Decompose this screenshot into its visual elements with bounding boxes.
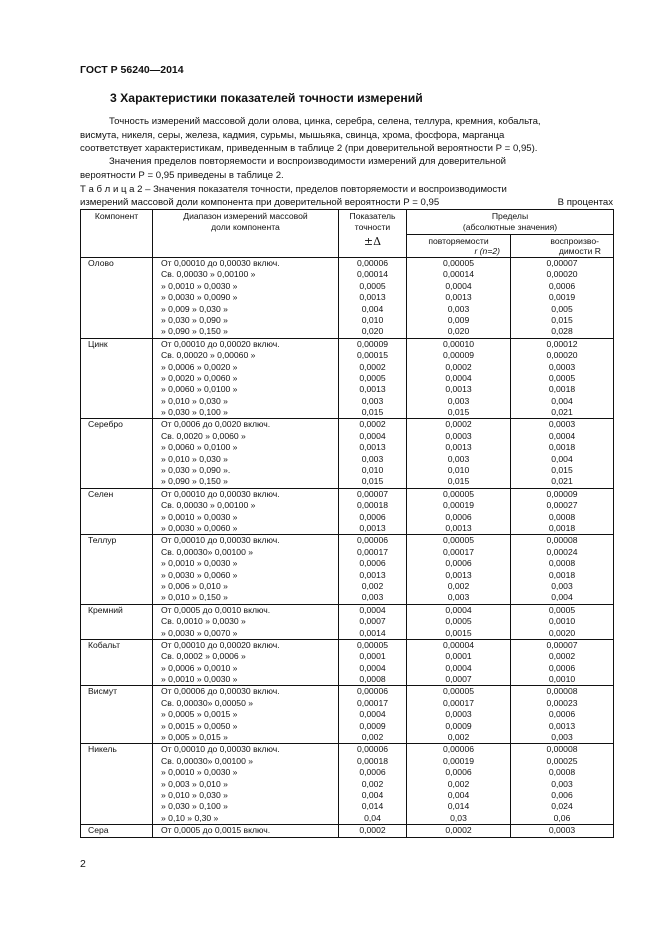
reproducibility-cell-value: 0,021 (551, 476, 573, 487)
repeatability-cell-value: 0,010 (447, 465, 470, 476)
repeatability-cell-value: 0,00006 (442, 744, 475, 755)
accuracy-cell (339, 604, 407, 639)
reproducibility-cell (511, 686, 614, 744)
repeatability-cell-value: 0,0013 (445, 442, 472, 453)
reproducibility-cell (511, 604, 614, 639)
accuracy-cell-value: 0,003 (361, 395, 384, 406)
accuracy-cell-value: 0,002 (361, 580, 384, 591)
accuracy-cell-value: 0,0002 (359, 361, 386, 372)
header-limits (407, 210, 614, 235)
reproducibility-cell-value: 0,003 (551, 732, 573, 743)
accuracy-cell (339, 419, 407, 488)
accuracy-cell-value: 0,0013 (359, 569, 386, 580)
repeatability-cell-value: 0,0009 (445, 720, 472, 731)
accuracy-cell-value: 0,0014 (359, 627, 386, 638)
reproducibility-cell-value: 0,0003 (548, 419, 576, 430)
reproducibility-cell-value: 0,021 (551, 407, 573, 418)
range-cell-value: От 0,00010 до 0,00030 включ. (161, 258, 280, 268)
accuracy-cell-value: 0,0002 (359, 419, 386, 430)
range-cell-value: От 0,0005 до 0,0015 включ. (161, 825, 271, 836)
accuracy-cell-value: 0,004 (361, 789, 384, 800)
range-cell-value: От 0,00010 до 0,00020 включ. (161, 338, 280, 349)
accuracy-cell-value: 0,00018 (356, 755, 389, 766)
header-reproducibility (511, 235, 614, 258)
accuracy-cell (339, 258, 407, 339)
repeatability-cell-value: 0,0002 (445, 361, 472, 372)
component-name: Кобальт (81, 639, 153, 686)
repeatability-cell-value: 0,0006 (445, 511, 472, 522)
accuracy-cell-value: 0,0005 (359, 372, 386, 383)
accuracy-cell-value: 0,0006 (359, 558, 386, 569)
repeatability-cell-value: 0,0004 (445, 604, 472, 615)
range-cell-value: » 0,0030 » 0,0070 » (161, 627, 238, 638)
reproducibility-cell-value: 0,00027 (546, 500, 578, 511)
repeatability-cell-value: 0,0002 (445, 419, 472, 430)
accuracy-cell-value: 0,015 (361, 407, 384, 418)
range-cell-value: » 0,090 » 0,150 » (161, 326, 228, 337)
table-row (81, 744, 614, 825)
reproducibility-cell-value: 0,0005 (548, 372, 576, 383)
repeatability-cell-value: 0,00019 (442, 755, 475, 766)
repeatability-cell-value: 0,00010 (442, 338, 475, 349)
range-cell-value: От 0,0006 до 0,0020 включ. (161, 419, 271, 430)
range-cell-value: Св. 0,00030 » 0,00100 » (161, 500, 256, 511)
header-repeat-l1: повторяемости (428, 236, 489, 246)
accuracy-cell-value: 0,0006 (359, 767, 386, 778)
accuracy-cell-value: 0,00014 (356, 269, 389, 280)
paragraph-limits (80, 155, 613, 182)
reproducibility-cell-value: 0,00020 (546, 350, 578, 361)
reproducibility-cell-value: 0,004 (551, 395, 573, 406)
accuracy-cell-value: 0,0009 (359, 720, 386, 731)
header-accuracy-l2: точности (354, 222, 391, 232)
repeatability-cell-value: 0,00005 (442, 488, 475, 499)
range-cell-value: » 0,0030 » 0,0060 » (161, 569, 238, 580)
repeatability-cell-value: 0,0006 (445, 558, 472, 569)
component-name: Никель (81, 744, 153, 825)
header-component: Компонент (81, 210, 153, 258)
repeatability-cell (407, 535, 511, 604)
accuracy-cell-value: 0,0002 (359, 825, 386, 836)
repeatability-cell-value: 0,0005 (445, 616, 472, 627)
accuracy-cell-value: 0,0007 (359, 616, 386, 627)
range-cell-value: » 0,030 » 0,100 » (161, 407, 228, 418)
reproducibility-cell-value: 0,0008 (548, 558, 576, 569)
accuracy-cell-value: 0,00015 (356, 350, 389, 361)
range-cell-value: От 0,00010 до 0,00030 включ. (161, 535, 280, 546)
paragraph-line: Точность измерений массовой доли олова, цинка, серебра, селена, теллура, кремния, кобальта, (109, 116, 541, 127)
accuracy-cell-value: 0,00017 (356, 697, 389, 708)
range-cell-value: » 0,090 » 0,150 » (161, 476, 228, 487)
range-cell-value: От 0,00010 до 0,00030 включ. (161, 744, 280, 755)
range-cell (153, 535, 339, 604)
reproducibility-cell (511, 744, 614, 825)
reproducibility-cell-value: 0,00025 (546, 755, 578, 766)
repeatability-cell-value: 0,00014 (442, 269, 475, 280)
table-row (81, 535, 614, 604)
header-accuracy-symbol: ±Δ (363, 235, 382, 248)
repeatability-cell-value: 0,002 (447, 580, 470, 591)
range-cell-value: » 0,0010 » 0,0030 » (161, 280, 238, 291)
repeatability-cell-value: 0,0007 (445, 674, 472, 685)
table-caption-line2 (80, 196, 613, 209)
accuracy-cell-value: 0,0013 (359, 522, 386, 533)
repeatability-cell-value: 0,0003 (445, 430, 472, 441)
reproducibility-cell-value: 0,0018 (548, 569, 576, 580)
reproducibility-cell-value: 0,015 (551, 314, 573, 325)
range-cell-value: От 0,00006 до 0,00030 включ. (161, 686, 280, 697)
accuracy-cell-value: 0,010 (361, 314, 384, 325)
range-cell-value: От 0,00010 до 0,00020 включ. (161, 639, 280, 650)
repeatability-cell-value: 0,003 (447, 453, 470, 464)
table-row (81, 258, 614, 339)
reproducibility-cell-value: 0,00012 (546, 338, 578, 349)
range-cell-value: » 0,010 » 0,030 » (161, 789, 228, 800)
reproducibility-cell-value: 0,0018 (548, 522, 576, 533)
repeatability-cell-value: 0,0004 (445, 372, 472, 383)
range-cell (153, 744, 339, 825)
header-range: Диапазон измерений массовой доли компонента (153, 210, 339, 258)
repeatability-cell-value: 0,020 (447, 326, 470, 337)
repeatability-cell-value: 0,015 (447, 407, 470, 418)
repeatability-cell-value: 0,00004 (442, 639, 475, 650)
reproducibility-cell-value: 0,00020 (546, 269, 578, 280)
repeatability-cell-value: 0,0015 (445, 627, 472, 638)
reproducibility-cell-value: 0,0010 (548, 674, 576, 685)
range-cell-value: Св. 0,00030» 0,00050 » (161, 697, 254, 708)
reproducibility-cell-value: 0,00024 (546, 546, 578, 557)
range-cell-value: От 0,00010 до 0,00030 включ. (161, 488, 280, 499)
range-cell-value: » 0,010 » 0,150 » (161, 592, 228, 603)
accuracy-cell (339, 686, 407, 744)
repeatability-cell (407, 338, 511, 419)
repeatability-cell-value: 0,003 (447, 303, 470, 314)
table-row (81, 825, 614, 837)
accuracy-cell-value: 0,002 (361, 732, 384, 743)
repeatability-cell-value: 0,0003 (445, 709, 472, 720)
table-row (81, 419, 614, 488)
repeatability-cell-value: 0,002 (447, 732, 470, 743)
component-name: Теллур (81, 535, 153, 604)
range-cell-value: » 0,0006 » 0,0010 » (161, 662, 238, 673)
table-row (81, 639, 614, 686)
reproducibility-cell-value: 0,00009 (546, 488, 578, 499)
repeatability-cell-value: 0,00017 (442, 546, 475, 557)
reproducibility-cell-value: 0,00007 (546, 639, 578, 650)
range-cell-value: » 0,030 » 0,090 ». (161, 465, 231, 476)
paragraph-line: соответствует характеристикам, приведенным в таблице 2 (при доверительной вероятности Р = 0,95). (80, 143, 538, 154)
repeatability-cell-value: 0,00005 (442, 258, 475, 268)
component-name: Висмут (81, 686, 153, 744)
reproducibility-cell (511, 488, 614, 535)
range-cell-value: » 0,0006 » 0,0020 » (161, 361, 238, 372)
reproducibility-cell-value: 0,004 (551, 453, 573, 464)
table-units: В процентах (557, 197, 613, 208)
accuracy-cell-value: 0,0004 (359, 709, 386, 720)
reproducibility-cell-value: 0,0003 (548, 361, 576, 372)
repeatability-cell-value: 0,00009 (442, 350, 475, 361)
accuracy-cell-value: 0,003 (361, 592, 384, 603)
range-cell-value: Св. 0,0010 » 0,0030 » (161, 616, 246, 627)
range-cell (153, 338, 339, 419)
accuracy-cell-value: 0,00009 (356, 338, 389, 349)
table-caption-line: Т а б л и ц а 2 – Значения показателя точности, пределов повторяемости и воспроизводимости (80, 184, 507, 195)
accuracy-cell-value: 0,002 (361, 778, 384, 789)
accuracy-cell-value: 0,00007 (356, 488, 389, 499)
page-number: 2 (80, 858, 86, 870)
range-cell-value: » 0,010 » 0,030 » (161, 395, 228, 406)
accuracy-cell-value: 0,0004 (359, 662, 386, 673)
component-name: Олово (81, 258, 153, 339)
header-accuracy (339, 210, 407, 258)
repeatability-cell-value: 0,0004 (445, 662, 472, 673)
range-cell-value: » 0,003 » 0,010 » (161, 778, 228, 789)
range-cell-value: Св. 0,00030 » 0,00100 » (161, 269, 256, 280)
reproducibility-cell-value: 0,00008 (546, 535, 578, 546)
reproducibility-cell-value: 0,015 (551, 465, 573, 476)
reproducibility-cell-value: 0,0018 (548, 442, 576, 453)
range-cell-value: » 0,0010 » 0,0030 » (161, 558, 238, 569)
repeatability-cell-value: 0,03 (450, 812, 467, 823)
repeatability-cell-value: 0,0001 (445, 651, 472, 662)
header-repro-l1: воспроизво- (550, 236, 599, 246)
component-name: Кремний (81, 604, 153, 639)
reproducibility-cell (511, 419, 614, 488)
reproducibility-cell-value: 0,0006 (548, 280, 576, 291)
table-caption-text: измерений массовой доли компонента при доверительной вероятности Р = 0,95 (80, 197, 440, 208)
range-cell-value: » 0,030 » 0,100 » (161, 801, 228, 812)
repeatability-cell-value: 0,0013 (445, 384, 472, 395)
repeatability-cell (407, 419, 511, 488)
accuracy-cell-value: 0,0001 (359, 651, 386, 662)
repeatability-cell-value: 0,003 (447, 592, 470, 603)
repeatability-cell-value: 0,00005 (442, 535, 475, 546)
accuracy-cell (339, 825, 407, 837)
repeatability-cell-value: 0,004 (447, 789, 470, 800)
range-cell-value: Св. 0,00030» 0,00100 » (161, 546, 254, 557)
accuracy-cell-value: 0,00005 (356, 639, 389, 650)
accuracy-cell-value: 0,003 (361, 453, 384, 464)
section-title: 3 Характеристики показателей точности измерений (110, 91, 423, 105)
table-row (81, 686, 614, 744)
table-row (81, 604, 614, 639)
header-limits-l2: (абсолютные значения) (462, 222, 558, 232)
reproducibility-cell-value: 0,0005 (548, 604, 576, 615)
range-cell-value: » 0,0030 » 0,0060 » (161, 522, 238, 533)
repeatability-cell-value: 0,00005 (442, 686, 475, 697)
accuracy-cell-value: 0,0004 (359, 604, 386, 615)
repeatability-cell-value: 0,0006 (445, 767, 472, 778)
range-cell (153, 258, 339, 339)
document-header: ГОСТ Р 56240—2014 (80, 64, 184, 76)
range-cell-value: » 0,0010 » 0,0030 » (161, 674, 238, 685)
range-cell-value: » 0,10 » 0,30 » (161, 812, 219, 823)
range-cell-value: » 0,006 » 0,010 » (161, 580, 228, 591)
accuracy-cell-value: 0,0013 (359, 384, 386, 395)
accuracy-cell-value: 0,00017 (356, 546, 389, 557)
accuracy-cell-value: 0,00006 (356, 686, 389, 697)
reproducibility-cell (511, 258, 614, 339)
reproducibility-cell-value: 0,00008 (546, 686, 578, 697)
accuracy-table (80, 209, 614, 838)
reproducibility-cell-value: 0,0020 (548, 627, 576, 638)
reproducibility-cell-value: 0,0010 (548, 616, 576, 627)
accuracy-cell-value: 0,0013 (359, 292, 386, 303)
range-cell-value: Св. 0,00030» 0,00100 » (161, 755, 254, 766)
component-name: Серебро (81, 419, 153, 488)
range-cell-value: » 0,0005 » 0,0015 » (161, 709, 238, 720)
range-cell (153, 825, 339, 837)
repeatability-cell-value: 0,0004 (445, 280, 472, 291)
reproducibility-cell-value: 0,00008 (546, 744, 578, 755)
paragraph-accuracy (80, 115, 613, 156)
reproducibility-cell-value: 0,0006 (548, 709, 576, 720)
repeatability-cell-value: 0,0013 (445, 569, 472, 580)
reproducibility-cell-value: 0,024 (551, 801, 573, 812)
repeatability-cell (407, 488, 511, 535)
header-repeatability (407, 235, 511, 258)
accuracy-cell-value: 0,0005 (359, 280, 386, 291)
range-cell-value: Св. 0,0002 » 0,0006 » (161, 651, 246, 662)
accuracy-cell-value: 0,0008 (359, 674, 386, 685)
range-cell-value: » 0,0030 » 0,0090 » (161, 292, 238, 303)
reproducibility-cell-value: 0,003 (551, 778, 573, 789)
range-cell-value: Св. 0,00020 » 0,00060 » (161, 350, 256, 361)
reproducibility-cell-value: 0,028 (551, 326, 573, 337)
reproducibility-cell (511, 825, 614, 837)
range-cell (153, 686, 339, 744)
repeatability-cell (407, 639, 511, 686)
table-row (81, 488, 614, 535)
reproducibility-cell (511, 535, 614, 604)
repeatability-cell (407, 686, 511, 744)
reproducibility-cell-value: 0,0003 (548, 825, 576, 836)
reproducibility-cell-value: 0,0019 (548, 292, 576, 303)
range-cell-value: » 0,0020 » 0,0060 » (161, 372, 238, 383)
range-cell-value: » 0,009 » 0,030 » (161, 303, 228, 314)
component-name: Цинк (81, 338, 153, 419)
repeatability-cell-value: 0,00019 (442, 500, 475, 511)
accuracy-cell-value: 0,0013 (359, 442, 386, 453)
range-cell-value: От 0,0005 до 0,0010 включ. (161, 604, 271, 615)
component-name: Селен (81, 488, 153, 535)
accuracy-cell-value: 0,014 (361, 801, 384, 812)
repeatability-cell (407, 744, 511, 825)
component-name: Сера (81, 825, 153, 837)
repeatability-cell-value: 0,015 (447, 476, 470, 487)
repeatability-cell-value: 0,00017 (442, 697, 475, 708)
reproducibility-cell-value: 0,003 (551, 580, 573, 591)
repeatability-cell (407, 258, 511, 339)
repeatability-cell (407, 825, 511, 837)
repeatability-cell-value: 0,0002 (445, 825, 472, 836)
header-repeat-l2: r (n=2) (474, 246, 500, 256)
reproducibility-cell (511, 338, 614, 419)
accuracy-cell (339, 744, 407, 825)
reproducibility-cell-value: 0,0006 (548, 662, 576, 673)
reproducibility-cell-value: 0,0002 (548, 651, 576, 662)
accuracy-cell (339, 639, 407, 686)
repeatability-cell-value: 0,009 (447, 314, 470, 325)
accuracy-cell (339, 338, 407, 419)
reproducibility-cell-value: 0,06 (553, 812, 571, 823)
reproducibility-cell-value: 0,0008 (548, 511, 576, 522)
reproducibility-cell-value: 0,00023 (546, 697, 578, 708)
range-cell (153, 488, 339, 535)
paragraph-line: Значения пределов повторяемости и воспроизводимости измерений для доверительной (109, 156, 507, 167)
accuracy-cell-value: 0,004 (361, 303, 384, 314)
accuracy-cell-value: 0,0006 (359, 511, 386, 522)
table-row (81, 338, 614, 419)
repeatability-cell (407, 604, 511, 639)
range-cell-value: » 0,010 » 0,030 » (161, 453, 228, 464)
accuracy-cell-value: 0,020 (361, 326, 384, 337)
range-cell-value: » 0,0015 » 0,0050 » (161, 720, 238, 731)
paragraph-line: вероятности Р = 0,95 приведены в таблице 2. (80, 169, 284, 181)
reproducibility-cell-value: 0,00007 (546, 258, 578, 268)
range-cell (153, 604, 339, 639)
accuracy-cell-value: 0,00006 (356, 258, 389, 268)
range-cell (153, 419, 339, 488)
reproducibility-cell-value: 0,0013 (548, 720, 576, 731)
range-cell-value: » 0,0010 » 0,0030 » (161, 511, 238, 522)
reproducibility-cell-value: 0,0008 (548, 767, 576, 778)
repeatability-cell-value: 0,014 (447, 801, 470, 812)
range-cell-value: » 0,030 » 0,090 » (161, 314, 228, 325)
accuracy-cell-value: 0,0004 (359, 430, 386, 441)
accuracy-cell-value: 0,00006 (356, 535, 389, 546)
repeatability-cell-value: 0,0013 (445, 522, 472, 533)
header-accuracy-l1: Показатель (349, 211, 396, 221)
range-cell-value: » 0,0060 » 0,0100 » (161, 384, 238, 395)
range-cell-value: » 0,0010 » 0,0030 » (161, 767, 238, 778)
range-cell-value: Св. 0,0020 » 0,0060 » (161, 430, 246, 441)
reproducibility-cell-value: 0,0018 (548, 384, 576, 395)
accuracy-cell (339, 488, 407, 535)
accuracy-cell (339, 535, 407, 604)
header-repro-l2: димости R (558, 246, 601, 256)
repeatability-cell-value: 0,0013 (445, 292, 472, 303)
accuracy-cell-value: 0,04 (364, 812, 381, 823)
range-cell (153, 639, 339, 686)
repeatability-cell-value: 0,002 (447, 778, 470, 789)
range-cell-value: » 0,0060 » 0,0100 » (161, 442, 238, 453)
reproducibility-cell-value: 0,0004 (548, 430, 576, 441)
reproducibility-cell (511, 639, 614, 686)
range-cell-value: » 0,005 » 0,015 » (161, 732, 228, 743)
accuracy-cell-value: 0,00018 (356, 500, 389, 511)
header-limits-l1: Пределы (491, 211, 529, 221)
reproducibility-cell-value: 0,006 (551, 789, 573, 800)
reproducibility-cell-value: 0,005 (551, 303, 573, 314)
table-caption (80, 183, 613, 209)
accuracy-cell-value: 0,010 (361, 465, 384, 476)
repeatability-cell-value: 0,003 (447, 395, 470, 406)
paragraph-line: висмута, никеля, серы, железа, кадмия, сурьмы, мышьяка, свинца, хрома, фосфора, марганца (80, 129, 505, 141)
accuracy-cell-value: 0,015 (361, 476, 384, 487)
accuracy-cell-value: 0,00006 (356, 744, 389, 755)
reproducibility-cell-value: 0,004 (551, 592, 573, 603)
